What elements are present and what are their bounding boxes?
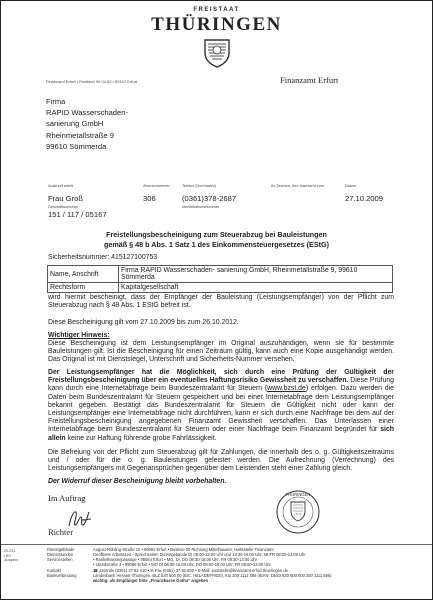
footer-label: Dienstgebäude [47, 547, 75, 552]
phone-label: Telefon (Durchwahl) [182, 184, 216, 188]
footer-value: Landesbank Hessen-Thüringen, BLZ 820 500 00 (BIC: HELADEFF820), Kto 300 1111 586 (IBAN: DE53 820 500 000 300 1111 586) [93, 572, 332, 578]
id-label: Identifikationsnummer [182, 205, 220, 209]
check-paragraph [48, 369, 394, 443]
form-code-line: Ausgabe [4, 558, 19, 563]
table-cell-key: Name, Anschrift [48, 266, 119, 283]
form-code [4, 549, 18, 563]
footer [47, 547, 423, 583]
form-code-line: LBS [4, 553, 11, 558]
check-text: ) erfolgen. Dazu werden die Daten beim Bundeszentralamt für Steuern gespeichert und bei einer Internetabfrage dem Leistungsempfänger bekannt gegeben. Bestätigt das Bundeszentralamt für Steuern die Gültigkeit nicht oder kann der Leistungsempfänger eine Internetabfrage nicht durchführen, kann er sich durch eine Nachfrage bei dem auf der Freistellungsbescheinigung angegebenen Finanzamt Gewissheit verschaffen. Das Unterlassen einer Internetabfrage beim Bundeszentralamt für Steuern oder einer Nachfrage beim Finanzamt begründet für [48, 385, 394, 434]
form-code-line: 25-251 [4, 549, 16, 553]
contact-label: Auskunft erteilt [48, 184, 74, 188]
intro-paragraph: wird hiermit bescheinigt, dass der Empfänger der Bauleistung (Leistungsempfänger) von der Pflicht zum Steuerabzug nach § 48 Abs. 1 EStG befreit ist. [48, 294, 394, 310]
footer-value: • Ulandstraße 3 • 99085 Erfurt • MO DI 08:00-18:00 Uhr, DO 08:00-18:00 Uhr, FR 08:00-12:00 Uhr [93, 562, 271, 568]
recipient-address [46, 96, 128, 152]
footer-label: Kontakt [47, 567, 61, 573]
footer-value: August-Röbling-Straße 10 • 99091 Erfurt • Buslinie 20 Richtung Mittelhausen, Haltestelle Finanzamt [93, 547, 274, 552]
sign-office: Im Auftrag [48, 493, 86, 503]
ref-label: Ihr Zeichen, Ihre Nachricht vom [271, 184, 324, 188]
recipient-line: Firma [46, 97, 66, 106]
file-number: 151 / 117 / 05167 [48, 210, 107, 219]
office-name: Finanzamt Erfurt [280, 75, 339, 85]
footer-value: ☎ Zentrale (0361) 37 82 410 • ✉ Fax (0361) 37 82 800 • E-Mail: poststelle@finanzamt-erfurt.thueringen.de [93, 567, 288, 573]
footer-row [47, 578, 423, 583]
table-row [48, 283, 393, 293]
hint-paragraph: Diese Bescheinigung ist dem Leistungsempfänger im Original auszuhändigen, wenn sie für bestimmte Bauleistungen gilt. Ist die Bescheinigung für einen Zeitraum gültig, kann auch eine Kopie ausgehändigt werden. Das Original ist mit Dienstsiegel, Unterschrift und Sicherheits-Nummer versehen. [48, 340, 394, 364]
check-text: keine zur Haftung führende grobe Fahrlässigkeit. [65, 434, 217, 442]
check-bold-text: sich allein [48, 426, 394, 442]
date-value: 27.10.2009 [345, 194, 384, 203]
footer-value: • Rankelkassenpassage • 99084 Erfurt • MO, DI, DO 08:30-18:00 Uhr, FR 08:30-13:00 Uhr [93, 557, 258, 563]
security-number: Sicherheitsnummer: 415127100753 [48, 254, 158, 261]
recipient-line: sanierung GmbH [46, 119, 104, 129]
recipient-line: Rheinmetallstraße 9 [46, 130, 114, 140]
footer-value: wichtig: als Empfänger bitte „Finanzkasse Gotha“ angeben [93, 577, 209, 583]
table-cell-value: Firma RAPID Wasserschaden- sanierung GmbH, Rheinmetallstraße 9, 99610 Sömmerda [119, 266, 393, 283]
check-bold-text: Der Leistungsempfänger hat die Möglichkeit, sich durch eine Prüfung der Gültigkeit der Freistellungsbescheinigung über ein eventuelles Haftungsrisiko Gewissheit zu verschaffen. [48, 369, 394, 385]
room-value: 306 [143, 194, 156, 203]
state-name: THÜRINGEN [151, 14, 282, 35]
coat-of-arms-icon [202, 38, 232, 73]
room-label: Zimmernummer [143, 184, 170, 188]
phone-value: (0361)378-2687 [182, 194, 237, 203]
footer-value: Geöffnete Arbeitszeit - Sprechzeiten Dienstgebäude DI 08:00-12:00 Uhr und 13:30-18:00 Uhr, MI FR 08:00-12:00 Uhr [93, 552, 306, 558]
official-seal-icon [272, 489, 324, 540]
footer-divider [1, 544, 432, 545]
info-table [47, 265, 393, 293]
footer-label: Bankverbindung [47, 572, 77, 578]
transfer-paragraph: Die Befreiung von der Pflicht zum Steuerabzug gilt für Zahlungen, die innerhalb des o. g. Gültigkeitszeitraums und / oder für die o. g. Bauleistungen geleistet werden. Die Aufrechnung (Verrechnung) des Leistungsempfängers mit Gegenansprüchen gegenüber dem Leistenden steht einer Zahlung gleich. [48, 449, 394, 473]
recipient-line: 99610 Sömmerda [46, 141, 107, 151]
svg-text:THÜRINGEN: THÜRINGEN [285, 492, 311, 497]
contact-value: Frau Groß [48, 194, 84, 203]
sign-name: Richter [48, 527, 74, 537]
validity-paragraph: Diese Bescheinigung gilt vom 27.10.2009 bis zum 26.10.2012. [48, 319, 239, 326]
footer-label: Servicestellen [47, 557, 73, 563]
file-label: Geschäftszeichen [48, 205, 79, 209]
footer-label: Dienststunden [47, 552, 74, 558]
table-cell-value: Kapitalgesellschaft [119, 283, 393, 293]
title-line: Freistellungsbescheinigung zum Steuerabzug bei Bauleistungen [106, 230, 327, 239]
sender-line: Finanzamt Erfurt • Postfach 90 04 52 • 99107 Erfurt [46, 79, 138, 84]
recipient-line: RAPID Wasserschaden- [46, 108, 129, 118]
table-cell-key: Rechtsform [48, 283, 119, 293]
title-line: gemäß § 48 b Abs. 1 Satz 1 des Einkommensteuergesetzes (EStG) [103, 240, 330, 249]
date-label: Datum [345, 184, 357, 188]
table-row [48, 266, 393, 283]
document-title [1, 230, 432, 250]
state-label: FREISTAAT [193, 7, 240, 13]
check-text: Diese Prüfung kann durch eine Internetabfrage beim Bundeszentralamt für Steuern ( [48, 377, 394, 393]
hint-heading: Wichtiger Hinweis: [48, 332, 110, 339]
bzst-link[interactable]: www.bzst.de [267, 385, 306, 393]
revocation-paragraph: Der Widerruf dieser Bescheinigung bleibt vorbehalten. [48, 478, 227, 485]
